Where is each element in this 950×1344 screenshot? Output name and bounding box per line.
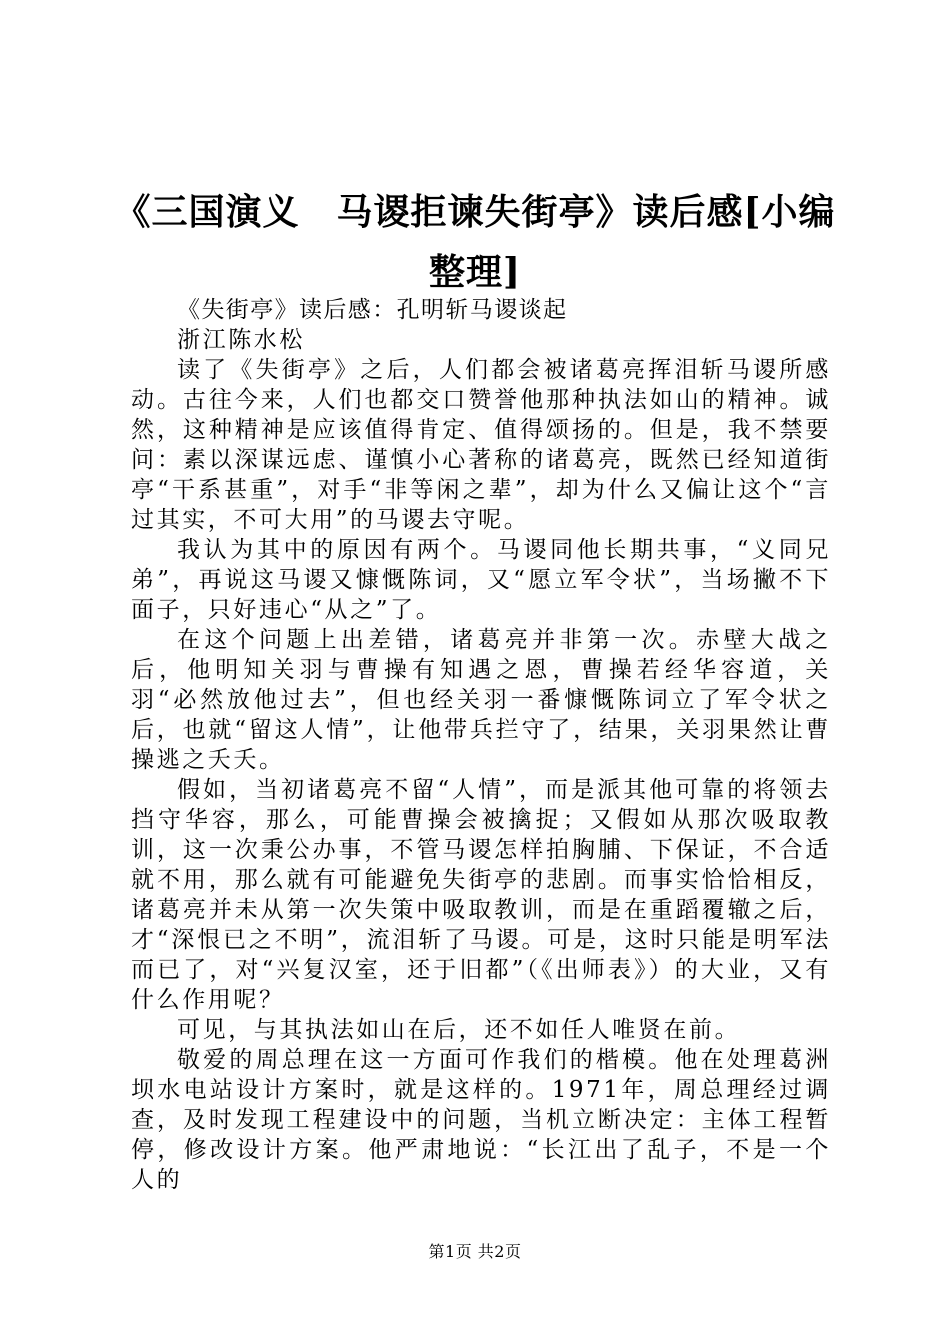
page-number: 第1页 共2页 — [428, 1242, 522, 1261]
paragraph: 敬爱的周总理在这一方面可作我们的楷模。他在处理葛洲坝水电站设计方案时，就是这样的。1971年，周总理经过调查，及时发现工程建设中的问题，当机立断决定：主体工程暂停，修改设计方案。他严肃地说：“长江出了乱子，不是一个人的 — [131, 1047, 831, 1193]
paragraph: 读了《失街亭》之后，人们都会被诸葛亮挥泪斩马谡所感动。古往今来，人们也都交口赞誉他那种执法如山的精神。诚然，这种精神是应该值得肯定、值得颂扬的。但是，我不禁要问：素以深谋远虑、谨慎小心著称的诸葛亮，既然已经知道街亭“干系甚重”，对手“非等闲之辈”，却为什么又偏让这个“言过其实，不可大用”的马谡去守呢。 — [131, 357, 831, 533]
document-title: 《三国演义 马谡拒谏失街亭》读后感[小编整理] — [114, 191, 836, 293]
paragraph: 可见，与其执法如山在后，还不如任人唯贤在前。 — [177, 1017, 741, 1043]
document-subtitle: 《失街亭》读后感：孔明斩马谡谈起 — [177, 297, 568, 323]
paragraph: 假如，当初诸葛亮不留“人情”，而是派其他可靠的将领去挡守华容，那么，可能曹操会被擒捉；又假如从那次吸取教训，这一次秉公办事，不管马谡怎样拍胸脯、下保证，不合适就不用，那么就有可能避免失街亭的悲剧。而事实恰恰相反，诸葛亮并未从第一次失策中吸取教训，而是在重蹈覆辙之后，才“深恨已之不明”，流泪斩了马谡。可是，这时只能是明军法而已了，对“兴复汉室，还于旧都”（《出师表》）的大业，又有什么作用呢？ — [131, 777, 831, 1013]
document-author: 浙江陈水松 — [177, 327, 305, 353]
document-body — [131, 295, 831, 1195]
paragraph: 我认为其中的原因有两个。马谡同他长期共事，“义同兄弟”，再说这马谡又慷慨陈词，又“愿立军令状”，当场撇不下面子，只好违心“从之”了。 — [131, 537, 831, 623]
paragraph: 在这个问题上出差错，诸葛亮并非第一次。赤壁大战之后，他明知关羽与曹操有知遇之恩，曹操若经华容道，关羽“必然放他过去”，但也经关羽一番慷慨陈词立了军令状之后，也就“留这人情”，让他带兵拦守了，结果，关羽果然让曹操逃之夭夭。 — [131, 627, 831, 773]
